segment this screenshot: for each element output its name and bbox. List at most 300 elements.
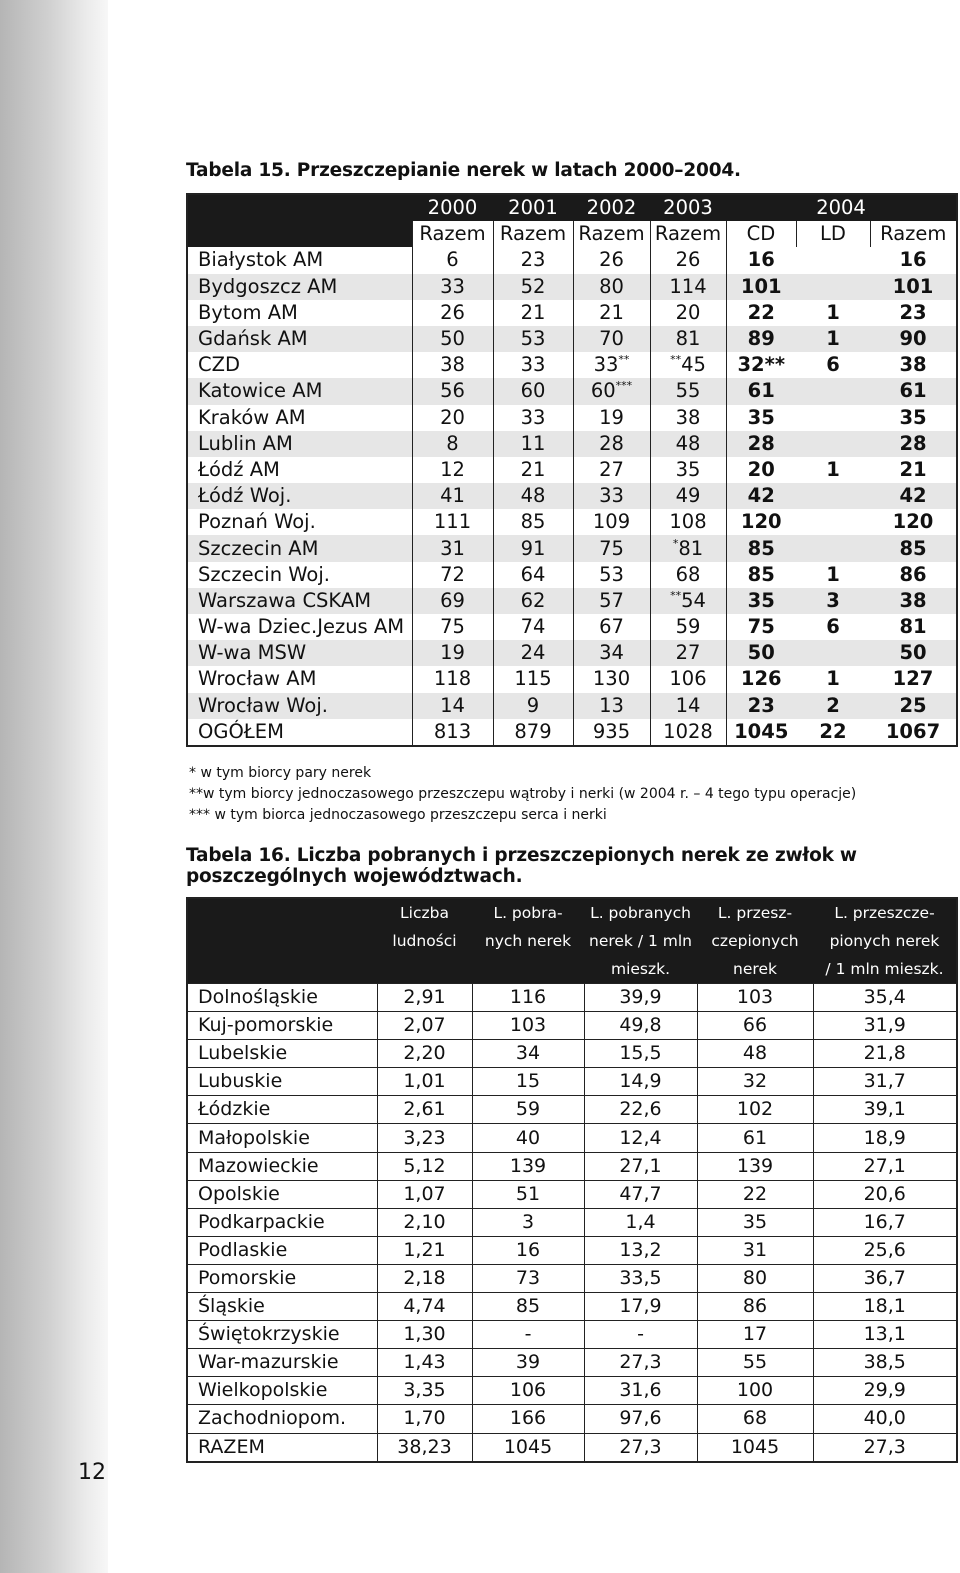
cell-value: 20	[747, 457, 775, 481]
cell-value: 61	[899, 379, 927, 403]
page-number: 12	[78, 1460, 106, 1485]
row-center-name	[187, 378, 412, 404]
cell-retrieved-per-million: 17,9	[584, 1293, 697, 1321]
cell-2004-ld	[796, 693, 870, 719]
cell-value: 106	[669, 667, 707, 691]
cell-value: 50	[440, 327, 465, 351]
cell-population: 38,23	[377, 1433, 472, 1462]
voivodeship-name: Śląskie	[187, 1293, 377, 1321]
cell-value: 45	[681, 353, 706, 377]
cell-transplanted: 35	[697, 1208, 813, 1236]
cell-retrieved: -	[472, 1321, 584, 1349]
cell-value: 60	[520, 379, 546, 403]
cell-value: 109	[592, 510, 631, 534]
cell-value: OGÓŁEM	[198, 719, 284, 743]
cell-value: W-wa Dziec.Jezus AM	[198, 615, 405, 639]
cell-2004-cd	[726, 352, 796, 378]
cell-2004-ld	[796, 562, 870, 588]
cell-value: 80	[599, 274, 624, 298]
footnote-marker: **	[670, 353, 682, 367]
cell-value: 115	[514, 667, 552, 691]
cell-value: 75	[747, 615, 775, 639]
cell-2001	[493, 405, 573, 431]
row-center-name	[187, 509, 412, 535]
voivodeship-name: Kuj-pomorskie	[187, 1012, 377, 1040]
cell-value: Łódź Woj.	[198, 484, 292, 508]
cell-transplanted-per-million: 25,6	[813, 1236, 957, 1264]
row-center-name	[187, 588, 412, 614]
cell-2004-razem	[870, 274, 957, 300]
cell-value: 22	[747, 300, 775, 324]
cell-value: 67	[599, 615, 624, 639]
cell-2001	[493, 614, 573, 640]
cell-population: 2,18	[377, 1264, 472, 1292]
cell-value: 57	[599, 588, 624, 612]
cell-transplanted-per-million: 36,7	[813, 1264, 957, 1292]
cell-2002	[573, 457, 650, 483]
cell-value: 9	[526, 693, 540, 717]
table-row	[187, 1040, 957, 1068]
row-center-name	[187, 247, 412, 273]
table-row	[187, 274, 957, 300]
cell-2004-cd	[726, 719, 796, 746]
table-row	[187, 300, 957, 326]
cell-value: 33	[520, 353, 546, 377]
row-center-name	[187, 483, 412, 509]
table-row	[187, 509, 957, 535]
cell-value: Szczecin AM	[198, 536, 319, 560]
footnote-marker: **	[670, 588, 682, 602]
header-kidneys-transplanted: L. przesz- czepionych nerek	[697, 898, 813, 984]
cell-transplanted-per-million: 31,9	[813, 1012, 957, 1040]
cell-value: 35	[747, 405, 775, 429]
cell-retrieved-per-million: 39,9	[584, 984, 697, 1012]
table-15	[186, 193, 958, 747]
cell-2004-cd	[726, 378, 796, 404]
table-row	[187, 1068, 957, 1096]
cell-retrieved: 1045	[472, 1433, 584, 1462]
cell-value: 50	[899, 641, 927, 665]
cell-transplanted-per-million: 20,6	[813, 1180, 957, 1208]
cell-value: 13	[599, 693, 624, 717]
table-row	[187, 535, 957, 561]
table-row	[187, 1349, 957, 1377]
cell-value: 813	[433, 719, 472, 743]
page-margin-strip	[0, 0, 108, 1573]
cell-2002	[573, 247, 650, 273]
cell-2002	[573, 614, 650, 640]
cell-2004-ld	[796, 640, 870, 666]
cell-2002	[573, 326, 650, 352]
cell-2001	[493, 693, 573, 719]
subheader-blank	[187, 221, 412, 247]
cell-2004-razem	[870, 666, 957, 692]
cell-2004-cd	[726, 326, 796, 352]
voivodeship-name: Świętokrzyskie	[187, 1321, 377, 1349]
cell-2000	[412, 562, 493, 588]
cell-2004-ld	[796, 666, 870, 692]
cell-transplanted: 22	[697, 1180, 813, 1208]
cell-value: 53	[520, 327, 546, 351]
cell-value: 28	[899, 431, 927, 455]
cell-2004-ld	[796, 535, 870, 561]
cell-transplanted-per-million: 29,9	[813, 1377, 957, 1405]
cell-2000	[412, 509, 493, 535]
cell-population: 2,61	[377, 1096, 472, 1124]
cell-retrieved: 139	[472, 1152, 584, 1180]
row-center-name	[187, 352, 412, 378]
cell-value: 41	[440, 484, 465, 508]
cell-2002	[573, 405, 650, 431]
cell-2004-ld	[796, 274, 870, 300]
cell-retrieved: 3	[472, 1208, 584, 1236]
cell-value: CZD	[198, 353, 240, 377]
cell-value: 35	[675, 457, 701, 481]
cell-2004-ld	[796, 300, 870, 326]
cell-2001	[493, 509, 573, 535]
cell-value: 85	[747, 562, 775, 586]
cell-value: 28	[599, 431, 624, 455]
cell-value: 38	[675, 405, 701, 429]
cell-value: Kraków AM	[198, 405, 306, 429]
cell-value: Wrocław Woj.	[198, 693, 328, 717]
cell-2000	[412, 693, 493, 719]
cell-2004-razem	[870, 326, 957, 352]
cell-2004-ld	[796, 457, 870, 483]
table-16-header	[187, 898, 957, 984]
cell-transplanted: 66	[697, 1012, 813, 1040]
cell-value: 11	[520, 431, 546, 455]
cell-2001	[493, 588, 573, 614]
cell-2004-razem	[870, 405, 957, 431]
cell-2001	[493, 640, 573, 666]
row-center-name	[187, 300, 412, 326]
cell-2003	[650, 457, 726, 483]
voivodeship-name: Lubuskie	[187, 1068, 377, 1096]
cell-value: 21	[899, 457, 927, 481]
cell-value: 35	[747, 588, 775, 612]
cell-2002	[573, 666, 650, 692]
cell-retrieved-per-million: 27,3	[584, 1433, 697, 1462]
cell-2002	[573, 352, 650, 378]
cell-population: 2,20	[377, 1040, 472, 1068]
cell-retrieved-per-million: -	[584, 1321, 697, 1349]
subheader-razem-2003: Razem	[650, 221, 726, 247]
cell-2003	[650, 431, 726, 457]
cell-2002	[573, 588, 650, 614]
cell-retrieved: 34	[472, 1040, 584, 1068]
cell-value: 26	[440, 300, 465, 324]
cell-2001	[493, 562, 573, 588]
cell-retrieved-per-million: 47,7	[584, 1180, 697, 1208]
cell-2003	[650, 405, 726, 431]
cell-2000	[412, 352, 493, 378]
cell-transplanted-per-million: 16,7	[813, 1208, 957, 1236]
table-row	[187, 1124, 957, 1152]
table-15-subheader	[187, 221, 957, 247]
cell-retrieved: 15	[472, 1068, 584, 1096]
cell-retrieved: 40	[472, 1124, 584, 1152]
cell-value: 16	[747, 248, 775, 272]
cell-value: 101	[892, 274, 934, 298]
table-row	[187, 614, 957, 640]
cell-transplanted: 61	[697, 1124, 813, 1152]
cell-transplanted: 32	[697, 1068, 813, 1096]
cell-retrieved-per-million: 27,3	[584, 1349, 697, 1377]
cell-value: 22	[819, 719, 847, 743]
cell-value: 33	[440, 274, 465, 298]
cell-retrieved-per-million: 31,6	[584, 1377, 697, 1405]
year-2000: 2000	[412, 194, 493, 221]
cell-2003	[650, 562, 726, 588]
cell-2001	[493, 274, 573, 300]
table-row	[187, 984, 957, 1012]
cell-2004-razem	[870, 614, 957, 640]
cell-2001	[493, 300, 573, 326]
cell-2001	[493, 666, 573, 692]
footnote-marker: **	[618, 353, 630, 367]
cell-2001	[493, 326, 573, 352]
cell-population: 3,35	[377, 1377, 472, 1405]
cell-2004-razem	[870, 719, 957, 746]
footnote-3: *** w tym biorca jednoczasowego przeszczepu serca i nerki	[189, 807, 607, 823]
cell-value: W-wa MSW	[198, 641, 307, 665]
table-row	[187, 1152, 957, 1180]
cell-value: 85	[899, 536, 927, 560]
cell-value: 52	[520, 274, 546, 298]
row-center-name	[187, 666, 412, 692]
cell-value: 935	[592, 719, 631, 743]
cell-2004-cd	[726, 614, 796, 640]
header-population: Liczba ludności	[377, 898, 472, 984]
cell-2004-cd	[726, 405, 796, 431]
cell-value: 19	[599, 405, 624, 429]
cell-value: 33	[520, 405, 546, 429]
cell-2003	[650, 352, 726, 378]
voivodeship-name: Lubelskie	[187, 1040, 377, 1068]
table-row	[187, 352, 957, 378]
cell-2004-razem	[870, 535, 957, 561]
cell-value: 85	[520, 510, 546, 534]
cell-value: 24	[520, 641, 546, 665]
row-center-name	[187, 457, 412, 483]
voivodeship-name: RAZEM	[187, 1433, 377, 1462]
cell-value: 1	[826, 327, 840, 351]
subheader-ld: LD	[796, 221, 870, 247]
table-row	[187, 1096, 957, 1124]
cell-2004-razem	[870, 300, 957, 326]
cell-value: 111	[433, 510, 472, 534]
cell-value: 49	[675, 484, 701, 508]
cell-value: 34	[599, 641, 624, 665]
cell-value: 48	[675, 431, 701, 455]
cell-transplanted-per-million: 39,1	[813, 1096, 957, 1124]
cell-2001	[493, 457, 573, 483]
cell-value: 14	[440, 693, 465, 717]
cell-retrieved: 166	[472, 1405, 584, 1433]
cell-value: 59	[675, 615, 701, 639]
cell-transplanted-per-million: 27,1	[813, 1152, 957, 1180]
cell-2000	[412, 640, 493, 666]
cell-value: 21	[599, 300, 624, 324]
cell-retrieved-per-million: 12,4	[584, 1124, 697, 1152]
cell-value: 21	[520, 457, 546, 481]
cell-value: 114	[669, 274, 707, 298]
cell-transplanted: 48	[697, 1040, 813, 1068]
cell-retrieved: 106	[472, 1377, 584, 1405]
footnote-1: * w tym biorcy pary nerek	[189, 765, 372, 781]
voivodeship-name: War-mazurskie	[187, 1349, 377, 1377]
cell-2004-razem	[870, 431, 957, 457]
cell-population: 1,01	[377, 1068, 472, 1096]
cell-2000	[412, 247, 493, 273]
cell-value: 85	[747, 536, 775, 560]
cell-value: 38	[440, 353, 465, 377]
cell-2004-cd	[726, 431, 796, 457]
cell-value: 90	[899, 327, 927, 351]
cell-transplanted: 103	[697, 984, 813, 1012]
cell-value: 62	[520, 588, 546, 612]
cell-transplanted-per-million: 35,4	[813, 984, 957, 1012]
cell-value: 1067	[885, 719, 941, 743]
cell-value: 69	[440, 588, 465, 612]
cell-retrieved: 73	[472, 1264, 584, 1292]
cell-2003	[650, 326, 726, 352]
cell-retrieved-per-million: 1,4	[584, 1208, 697, 1236]
cell-retrieved-per-million: 15,5	[584, 1040, 697, 1068]
cell-retrieved: 16	[472, 1236, 584, 1264]
cell-value: 118	[433, 667, 472, 691]
cell-2003	[650, 693, 726, 719]
cell-2001	[493, 378, 573, 404]
table-15-title: Tabela 15. Przeszczepianie nerek w latach 2000–2004.	[186, 160, 741, 181]
cell-value: 81	[899, 615, 927, 639]
cell-2004-cd	[726, 640, 796, 666]
cell-2003	[650, 483, 726, 509]
cell-2003	[650, 378, 726, 404]
cell-value: Szczecin Woj.	[198, 562, 330, 586]
cell-retrieved: 39	[472, 1349, 584, 1377]
voivodeship-name: Mazowieckie	[187, 1152, 377, 1180]
cell-2000	[412, 405, 493, 431]
table-row	[187, 431, 957, 457]
cell-2004-cd	[726, 300, 796, 326]
cell-2000	[412, 300, 493, 326]
cell-value: 21	[520, 300, 546, 324]
cell-value: 1028	[663, 719, 713, 743]
cell-2002	[573, 509, 650, 535]
voivodeship-name: Zachodniopom.	[187, 1405, 377, 1433]
cell-value: 75	[599, 536, 624, 560]
row-center-name	[187, 405, 412, 431]
cell-transplanted-per-million: 31,7	[813, 1068, 957, 1096]
cell-transplanted-per-million: 27,3	[813, 1433, 957, 1462]
cell-2003	[650, 719, 726, 746]
voivodeship-name: Wielkopolskie	[187, 1377, 377, 1405]
cell-value: 3	[826, 588, 840, 612]
cell-value: 55	[675, 379, 701, 403]
footnote-2: **w tym biorcy jednoczasowego przeszczepu wątroby i nerki (w 2004 r. – 4 tego typu operacje)	[189, 786, 857, 802]
cell-2003	[650, 509, 726, 535]
cell-transplanted: 68	[697, 1405, 813, 1433]
cell-value: 54	[681, 588, 706, 612]
cell-2000	[412, 614, 493, 640]
cell-value: 16	[899, 248, 927, 272]
cell-population: 3,23	[377, 1124, 472, 1152]
cell-2004-ld	[796, 483, 870, 509]
cell-population: 1,30	[377, 1321, 472, 1349]
cell-value: 14	[675, 693, 701, 717]
voivodeship-name: Podlaskie	[187, 1236, 377, 1264]
row-center-name	[187, 640, 412, 666]
cell-value: 89	[747, 327, 775, 351]
table-row	[187, 1208, 957, 1236]
cell-2000	[412, 719, 493, 746]
cell-2000	[412, 274, 493, 300]
cell-value: 120	[740, 510, 782, 534]
cell-2000	[412, 588, 493, 614]
table-row	[187, 1377, 957, 1405]
table-row	[187, 1433, 957, 1462]
cell-value: 60	[590, 379, 616, 403]
cell-value: 53	[599, 562, 624, 586]
cell-value: 120	[892, 510, 934, 534]
cell-retrieved: 116	[472, 984, 584, 1012]
cell-transplanted: 100	[697, 1377, 813, 1405]
cell-value: 33	[599, 484, 624, 508]
cell-value: 32**	[737, 353, 786, 377]
cell-2004-ld	[796, 326, 870, 352]
cell-2001	[493, 247, 573, 273]
cell-value: 38	[899, 353, 927, 377]
cell-retrieved: 103	[472, 1012, 584, 1040]
cell-value: 25	[899, 693, 927, 717]
cell-transplanted: 86	[697, 1293, 813, 1321]
row-center-name	[187, 326, 412, 352]
voivodeship-name: Pomorskie	[187, 1264, 377, 1292]
cell-2004-cd	[726, 483, 796, 509]
cell-2004-razem	[870, 378, 957, 404]
subheader-razem-2001: Razem	[493, 221, 573, 247]
row-center-name	[187, 431, 412, 457]
table-row	[187, 1321, 957, 1349]
cell-2004-cd	[726, 509, 796, 535]
cell-value: 879	[514, 719, 552, 743]
subheader-razem-2000: Razem	[412, 221, 493, 247]
cell-transplanted: 1045	[697, 1433, 813, 1462]
cell-value: 74	[520, 615, 546, 639]
cell-retrieved-per-million: 13,2	[584, 1236, 697, 1264]
voivodeship-name: Opolskie	[187, 1180, 377, 1208]
cell-value: 6	[826, 353, 840, 377]
cell-value: 81	[678, 536, 704, 560]
cell-2004-cd	[726, 666, 796, 692]
table-16-title: Tabela 16. Liczba pobranych i przeszczepionych nerek ze zwłok w poszczególnych województwach.	[186, 845, 857, 887]
cell-value: 38	[899, 588, 927, 612]
cell-value: Łódź AM	[198, 457, 280, 481]
cell-2004-ld	[796, 378, 870, 404]
cell-value: Lublin AM	[198, 431, 293, 455]
cell-2004-cd	[726, 535, 796, 561]
cell-value: Katowice AM	[198, 379, 323, 403]
row-center-name	[187, 562, 412, 588]
cell-value: 23	[747, 693, 775, 717]
subheader-razem-2004: Razem	[870, 221, 957, 247]
cell-value: 108	[669, 510, 707, 534]
table-row	[187, 719, 957, 746]
cell-value: 70	[599, 327, 624, 351]
cell-2002	[573, 562, 650, 588]
